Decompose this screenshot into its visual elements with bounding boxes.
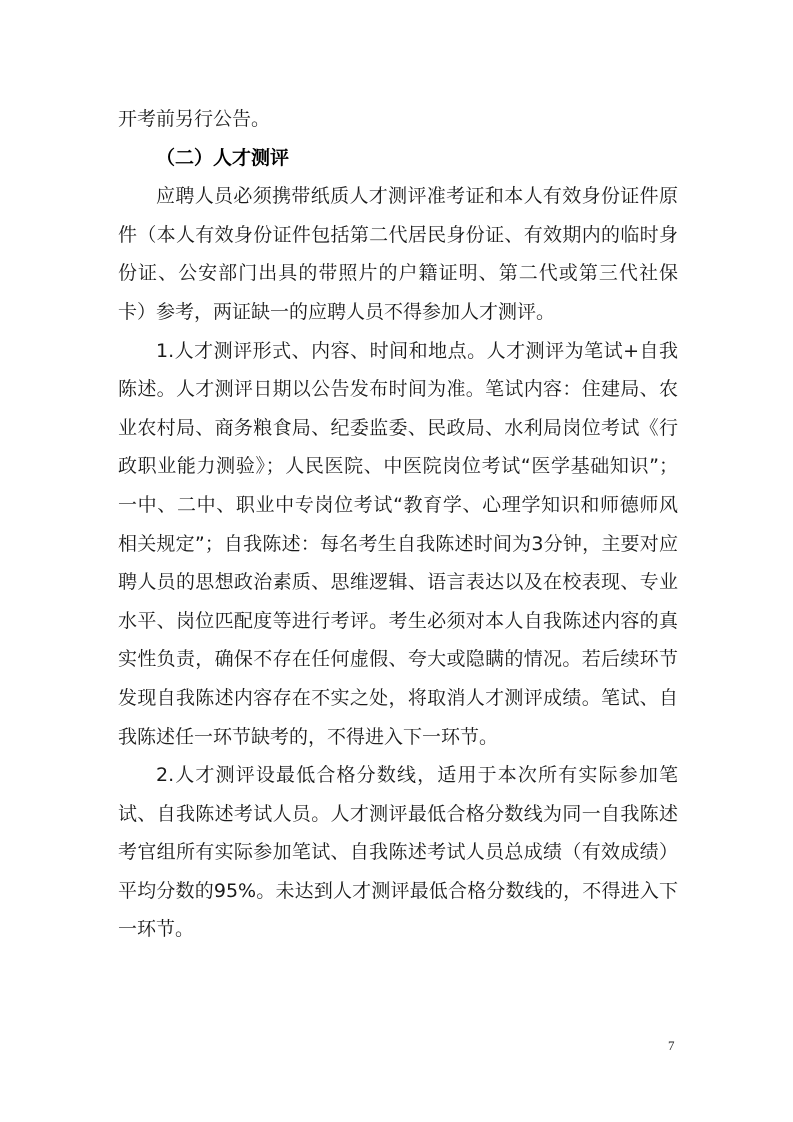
passing-score-paragraph: 2.人才测评设最低合格分数线，适用于本次所有实际参加笔试、自我陈述考试人员。人才测评最低合格分数线为同一自我陈述考官组所有实际参加笔试、自我陈述考试人员总成绩（有效成绩）平均分数的95%。未达到人才测评最低合格分数线的，不得进入下一环节。: [118, 764, 678, 941]
assessment-format-paragraph: 1.人才测评形式、内容、时间和地点。人才测评为笔试+自我陈述。人才测评日期以公告发布时间为准。笔试内容：住建局、农业农村局、商务粮食局、纪委监委、民政局、水利局岗位考试《行政职业能力测验》；人民医院、中医院岗位考试“医学基础知识”；一中、二中、职业中专岗位考试“教育学、心理学知识和师德师风相关规定”；自我陈述：每名考生自我陈述时间为3分钟，主要对应聘人员的思想政治素质、思维逻辑、语言表达以及在校表现、专业水平、岗位匹配度等进行考评。考生必须对本人自我陈述内容的真实性负责，确保不存在任何虚假、夸大或隐瞒的情况。若后续环节发现自我陈述内容存在不实之处，将取消人才测评成绩。笔试、自我陈述任一环节缺考的，不得进入下一环节。: [118, 339, 678, 748]
section-heading: （二）人才测评: [156, 146, 290, 169]
id-requirement-paragraph: 应聘人员必须携带纸质人才测评准考证和本人有效身份证件原件（本人有效身份证件包括第二代居民身份证、有效期内的临时身份证、公安部门出具的带照片的户籍证明、第二代或第三代社保卡）参考，两证缺一的应聘人员不得参加人才测评。: [118, 185, 678, 323]
document-body: [118, 100, 678, 949]
page-number: 7: [668, 1038, 675, 1053]
continuation-paragraph: 开考前另行公告。: [118, 108, 271, 130]
